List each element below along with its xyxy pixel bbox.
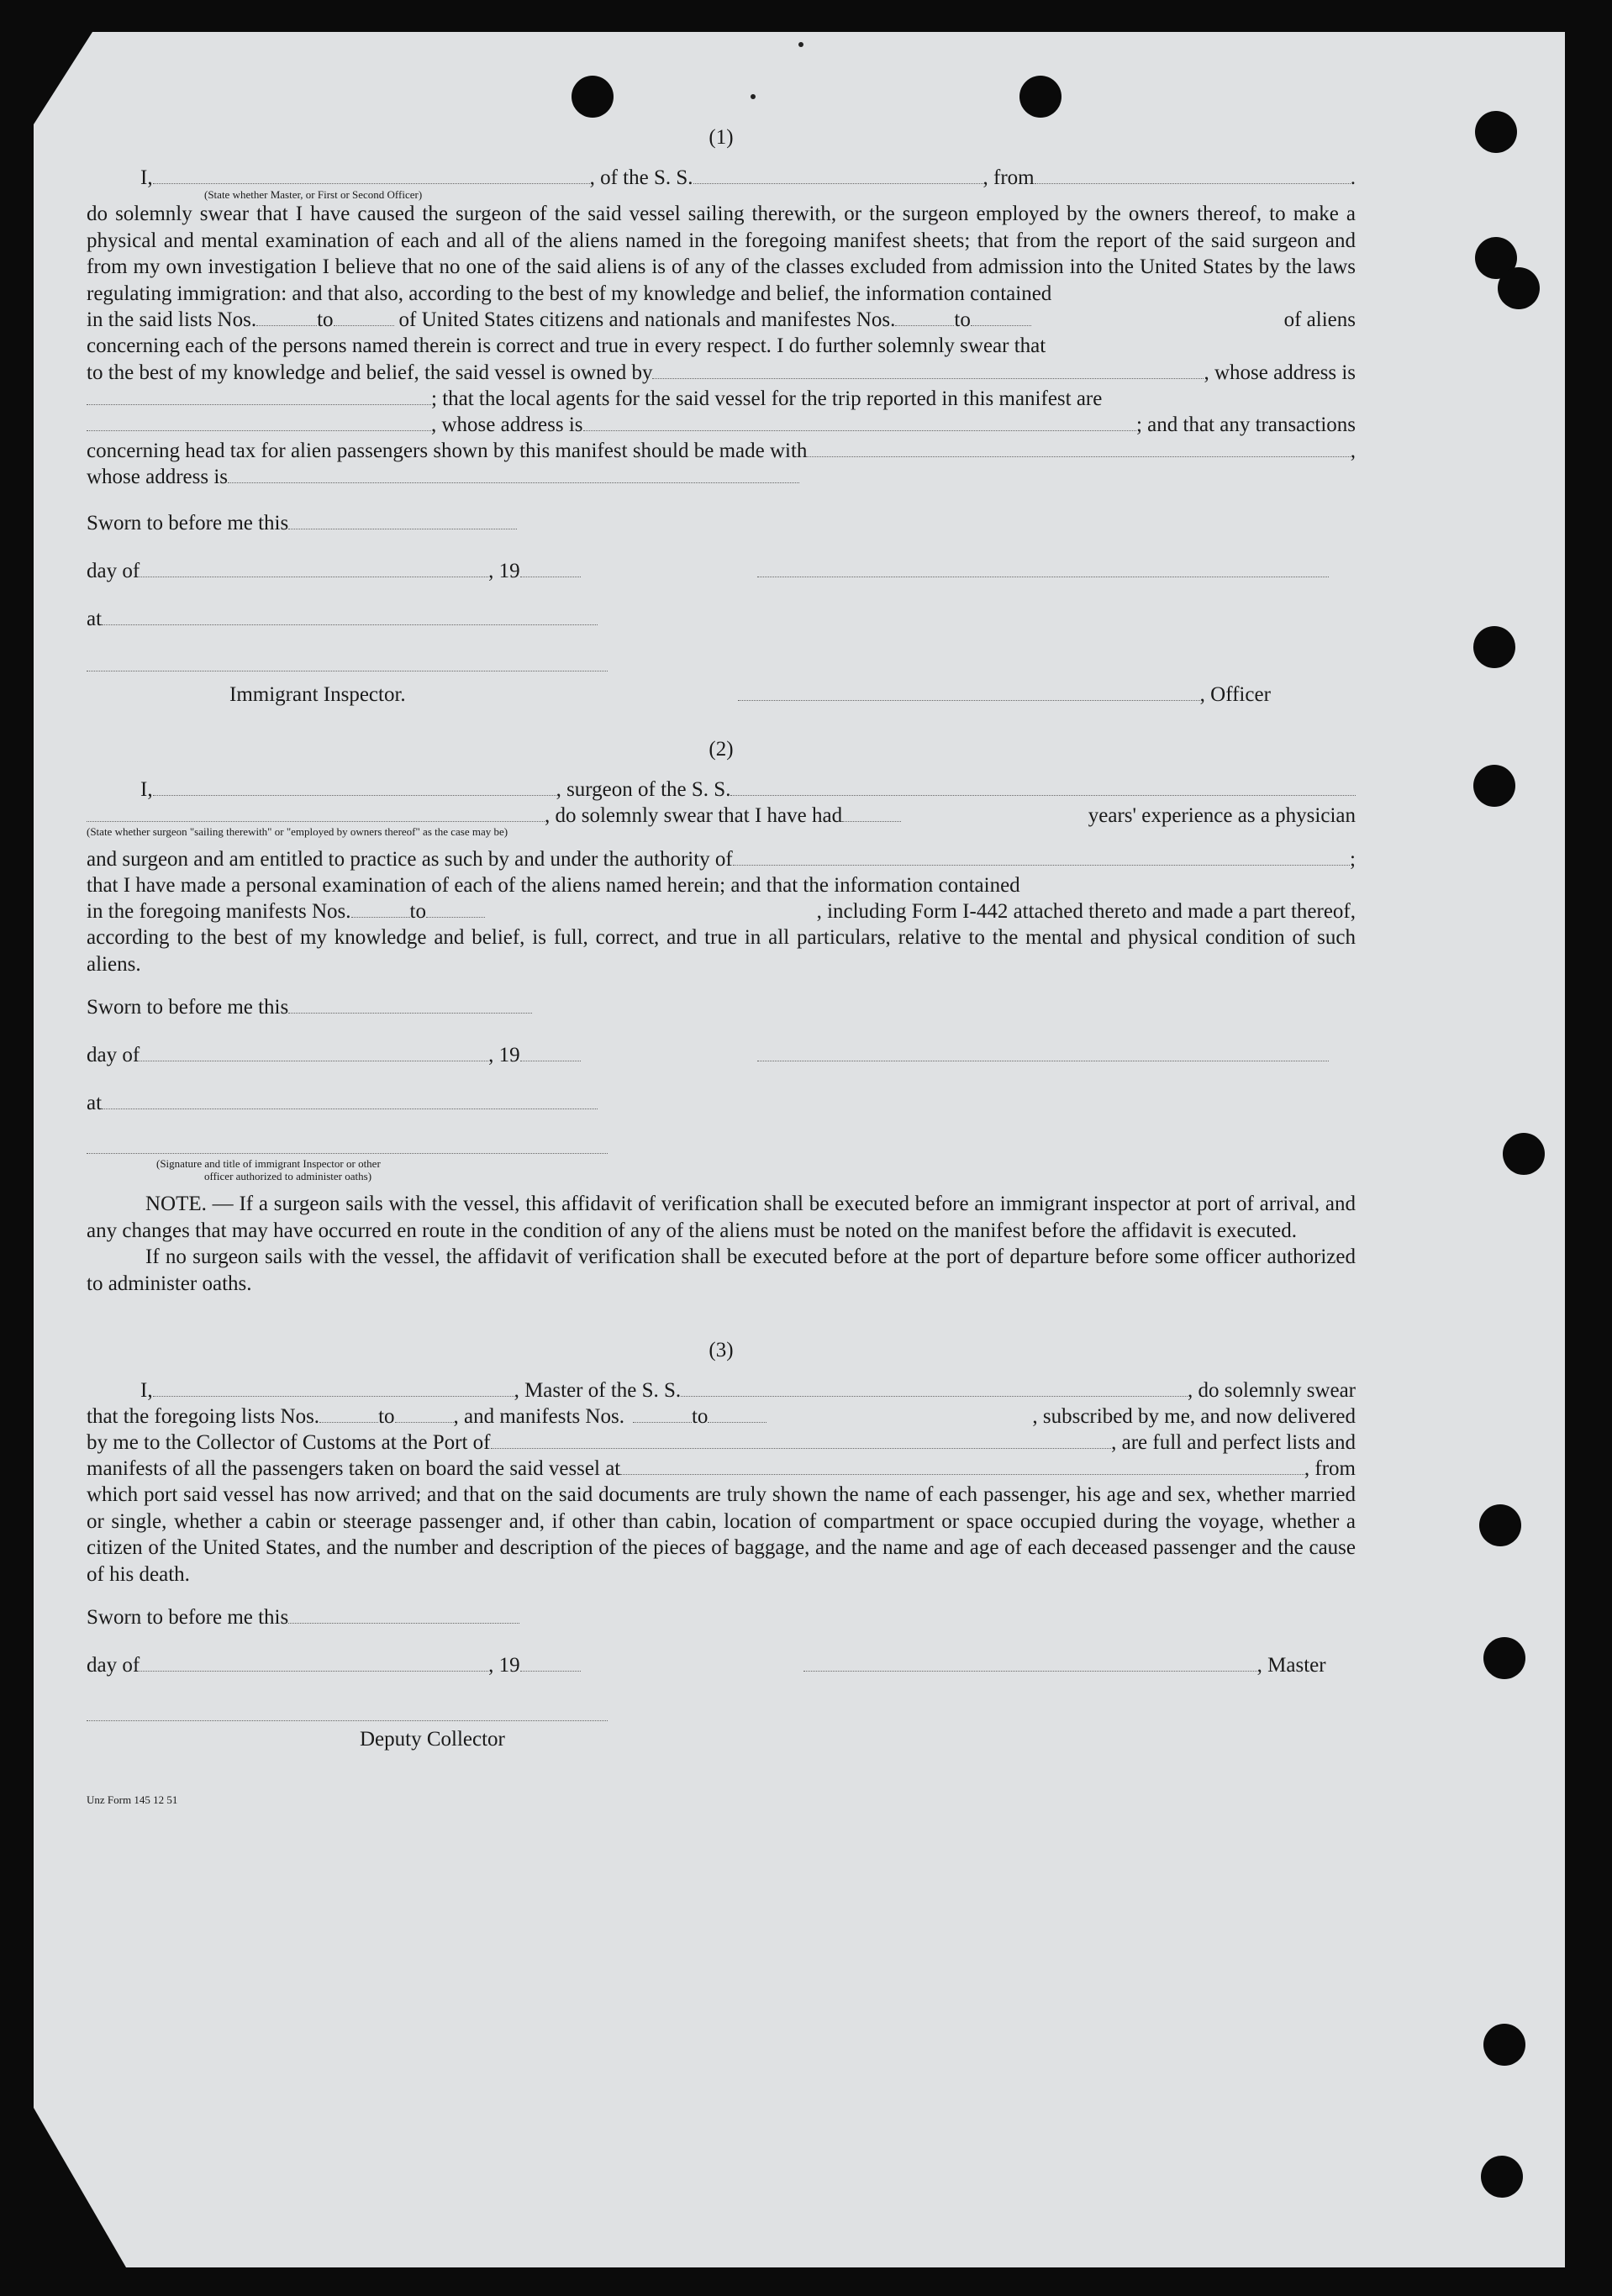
at-line xyxy=(87,606,1356,632)
section2-body-b: according to the best of my knowledge and belief, is full, correct, and true in all particulars, relative to the mental and physical condition of such aliens. xyxy=(87,926,1356,976)
manifests-from-field[interactable] xyxy=(351,900,410,918)
inspector-sig-row xyxy=(87,654,1356,671)
master-label: , Master of the S. S. xyxy=(514,1379,682,1402)
punch-hole xyxy=(1473,626,1515,668)
day-line xyxy=(87,1652,1356,1678)
manifests-label: , and manifests Nos. xyxy=(453,1405,624,1428)
inspector-label: Immigrant Inspector. xyxy=(229,682,406,706)
authority-field[interactable] xyxy=(733,848,1350,866)
punch-hole xyxy=(572,76,614,118)
sworn-day-field[interactable] xyxy=(288,996,532,1014)
agents-field[interactable] xyxy=(87,413,431,431)
authority-label: and surgeon and am entitled to practice as such by and under the authority of xyxy=(87,847,733,871)
semicolon: ; xyxy=(1350,847,1356,871)
swear-label: , do solemnly swear xyxy=(1188,1379,1356,1402)
from-label: , from xyxy=(1304,1457,1356,1480)
section3-line2 xyxy=(87,1403,1356,1430)
section1-line1 xyxy=(87,165,1356,191)
section3-line4 xyxy=(87,1456,1356,1482)
section1-body-b: concerning each of the persons named therein is correct and true in every respect. I do further solemnly swear that xyxy=(87,334,1046,357)
owned-label: to the best of my knowledge and belief, the said vessel is owned by xyxy=(87,361,653,384)
section3-line1 xyxy=(87,1377,1356,1403)
year-label: , 19 xyxy=(488,1654,520,1677)
official-sig-row xyxy=(87,1136,1356,1154)
section3-body: which port said vessel has now arrived; and that on the said documents are truly shown the name of each passenger, his age and sex, whether married or single, whether a cabin or steerage passenger and, if other than cabin, location of compartment or space occupied during the voyage, whether a citizen of the United States, and the number and description of the pieces of baggage, and the name and age of each deceased passenger and the cause of his death. xyxy=(87,1483,1356,1586)
section1-address-line xyxy=(87,412,1356,438)
surgeon-name-field[interactable] xyxy=(153,778,556,796)
form-i442-label: , including Form I-442 attached thereto and made a part thereof, xyxy=(816,900,1356,923)
years-label: , do solemnly swear that I have had xyxy=(545,803,843,827)
signature-note-1: (Signature and title of immigrant Inspector or other xyxy=(156,1157,381,1170)
surgeon-signature-field[interactable] xyxy=(757,1044,1329,1061)
to-label: to xyxy=(409,900,426,923)
punch-hole xyxy=(1479,1504,1521,1546)
year-field[interactable] xyxy=(520,560,581,577)
inspector-title-line xyxy=(87,682,1356,708)
section1-agents-line xyxy=(87,386,1356,412)
boarded-at-label: manifests of all the passengers taken on board the said vessel at xyxy=(87,1457,621,1480)
day-of-label: day of xyxy=(87,559,140,582)
inspector-signature-field[interactable] xyxy=(87,654,608,671)
section-number-2: (2) xyxy=(709,737,734,761)
manifests-to-field[interactable] xyxy=(708,1405,766,1423)
note-paragraph-2: If no surgeon sails with the vessel, the affidavit of verification shall be executed before at the port of departure before some officer authorized to administer oaths. xyxy=(87,1245,1356,1295)
lists-label: that the foregoing lists Nos. xyxy=(87,1405,320,1428)
owner-field[interactable] xyxy=(652,361,1204,379)
deputy-sig-row xyxy=(87,1704,1356,1721)
comma: , xyxy=(1350,439,1356,462)
sworn-day-field[interactable] xyxy=(288,1606,519,1624)
transactions-label: ; and that any transactions xyxy=(1135,413,1356,436)
port-field[interactable] xyxy=(491,1431,1112,1449)
boarding-port-field[interactable] xyxy=(620,1457,1304,1475)
deputy-signature-field[interactable] xyxy=(87,1704,608,1721)
surgeon-type-field[interactable] xyxy=(87,804,545,822)
lists-label: in the said lists Nos. xyxy=(87,308,257,331)
master-vessel-field[interactable] xyxy=(681,1379,1188,1397)
year-label: , 19 xyxy=(488,559,520,582)
headtax-address-field[interactable] xyxy=(228,466,799,483)
sworn-label: Sworn to before me this xyxy=(87,1606,289,1629)
manifests-label: in the foregoing manifests Nos. xyxy=(87,900,351,923)
year-field[interactable] xyxy=(520,1654,581,1672)
sworn-label: Sworn to before me this xyxy=(87,996,289,1019)
master-title-label: , Master xyxy=(1256,1654,1326,1677)
punch-hole xyxy=(1483,1637,1525,1679)
sworn-day-field[interactable] xyxy=(288,512,517,529)
surgeon-type-note: (State whether surgeon "sailing therewith" or "employed by owners thereof" as the case may be) xyxy=(87,824,508,838)
to-label: to xyxy=(691,1405,709,1428)
lists-to-field[interactable] xyxy=(334,308,394,326)
punch-hole xyxy=(1481,2156,1523,2198)
master-signature-field[interactable] xyxy=(803,1654,1257,1672)
officer-rank-note: (State whether Master, or First or Second Officer) xyxy=(204,188,423,201)
agents-label: ; that the local agents for the said vessel for the trip reported in this manifest are xyxy=(431,387,1103,410)
manifests-from-field[interactable] xyxy=(633,1405,692,1423)
punch-hole xyxy=(1473,765,1515,807)
whose-address-label: , whose address is xyxy=(1204,361,1356,384)
surgeon-label: , surgeon of the S. S. xyxy=(556,777,731,801)
section2-authority-line xyxy=(87,846,1356,872)
to-label: to xyxy=(317,308,334,331)
section1-body-a: do solemnly swear that I have caused the surgeon of the said vessel sailing therewith, or the surgeon employed by the owners thereof, to make a physical and mental examination of each and all of the aliens named in the foregoing manifest sheets; that from the report of the said surgeon and from my own investigation I believe that no one of the said aliens is of any of the classes excluded from admission into the United States by the laws regulating immigration: and that also, according to the best of my knowledge and belief, the information contained xyxy=(87,203,1356,305)
manifests-to-field[interactable] xyxy=(971,308,1031,326)
headtax-label: concerning head tax for alien passengers shown by this manifest should be made with xyxy=(87,439,808,462)
agents-address-label: , whose address is xyxy=(431,413,583,436)
form-id: Unz Form 145 12 51 xyxy=(87,1793,178,1806)
section2-line1 xyxy=(87,777,1356,803)
label-period: . xyxy=(1350,166,1356,189)
punch-hole xyxy=(1498,267,1540,309)
month-field[interactable] xyxy=(140,1654,488,1672)
officer-title-field[interactable] xyxy=(738,683,1200,701)
label-i: I, xyxy=(140,166,153,189)
lists-to-field[interactable] xyxy=(395,1405,454,1423)
day-of-label: day of xyxy=(87,1044,140,1066)
speck xyxy=(798,42,803,47)
officer-signature-field[interactable] xyxy=(757,560,1329,577)
subscribed-label: , subscribed by me, and now delivered xyxy=(1032,1405,1356,1428)
note-paragraph-1: NOTE. — If a surgeon sails with the vessel, this affidavit of verification shall be executed before an immigrant inspector at port of arrival, and any changes that may have occurred en route in the condition of any of the aliens must be noted on the manifest before the affidavit is executed. xyxy=(87,1193,1356,1242)
sworn-line xyxy=(87,1604,1356,1630)
place-field[interactable] xyxy=(102,1092,598,1109)
aliens-label: of aliens xyxy=(1283,308,1356,331)
port-label: by me to the Collector of Customs at the Port of xyxy=(87,1431,491,1454)
sworn-label: Sworn to before me this xyxy=(87,511,289,535)
officer-name-field[interactable] xyxy=(153,166,590,184)
place-field[interactable] xyxy=(102,608,598,625)
manifests-to-field[interactable] xyxy=(426,900,485,918)
day-line xyxy=(87,1042,1356,1068)
lists-from-field[interactable] xyxy=(256,308,317,326)
agents-address-field[interactable] xyxy=(583,413,1136,431)
signature-note-2: officer authorized to administer oaths) xyxy=(204,1170,372,1182)
at-line xyxy=(87,1090,1356,1116)
to-label: to xyxy=(954,308,971,331)
officer-label: , Officer xyxy=(1199,682,1271,706)
vessel-name-field[interactable] xyxy=(693,166,983,184)
at-label: at xyxy=(87,607,103,630)
whose-address-label: whose address is xyxy=(87,465,229,488)
section2-manifests-line xyxy=(87,898,1356,924)
section1-whose-line xyxy=(87,464,1356,490)
section-number-1: (1) xyxy=(709,126,734,149)
perfect-lists-label: , are full and perfect lists and xyxy=(1111,1431,1356,1454)
sworn-line xyxy=(87,994,1356,1020)
to-label: to xyxy=(378,1405,395,1428)
headtax-contact-field[interactable] xyxy=(807,440,1350,457)
sworn-line xyxy=(87,510,1356,536)
punch-hole xyxy=(1483,2024,1525,2066)
label-of-ss: , of the S. S. xyxy=(589,166,693,189)
years-field[interactable] xyxy=(842,804,901,822)
at-label: at xyxy=(87,1092,103,1114)
master-name-field[interactable] xyxy=(153,1379,514,1397)
official-signature-field[interactable] xyxy=(87,1136,608,1154)
section1-owned-line xyxy=(87,360,1356,386)
punch-hole xyxy=(1503,1133,1545,1175)
from-port-field[interactable] xyxy=(1035,166,1351,184)
citizens-label: of United States citizens and nationals and manifestes Nos. xyxy=(398,308,896,331)
label-from: , from xyxy=(982,166,1035,189)
day-of-label: day of xyxy=(87,1654,140,1677)
owner-address-field[interactable] xyxy=(87,387,431,405)
punch-hole xyxy=(1019,76,1061,118)
year-label: , 19 xyxy=(488,1044,520,1066)
punch-hole xyxy=(1475,111,1517,153)
section2-body-a: that I have made a personal examination of each of the aliens named herein; and that the information contained xyxy=(87,873,1020,897)
year-field[interactable] xyxy=(520,1044,581,1061)
speck xyxy=(751,94,756,99)
section1-headtax-line xyxy=(87,438,1356,464)
physician-label: years' experience as a physician xyxy=(1088,803,1356,827)
lists-from-field[interactable] xyxy=(319,1405,378,1423)
label-i: I, xyxy=(140,1379,153,1402)
month-field[interactable] xyxy=(140,560,488,577)
day-line xyxy=(87,558,1356,584)
manifests-from-field[interactable] xyxy=(895,308,954,326)
label-i: I, xyxy=(140,777,153,801)
torn-corner xyxy=(34,32,92,124)
section-number-3: (3) xyxy=(709,1339,734,1361)
section3-line3 xyxy=(87,1430,1356,1456)
surgeon-vessel-field[interactable] xyxy=(730,778,1356,796)
form-content xyxy=(87,126,1356,1807)
month-field[interactable] xyxy=(140,1044,488,1061)
deputy-collector-label: Deputy Collector xyxy=(360,1728,505,1751)
section1-lists-line xyxy=(87,307,1356,333)
